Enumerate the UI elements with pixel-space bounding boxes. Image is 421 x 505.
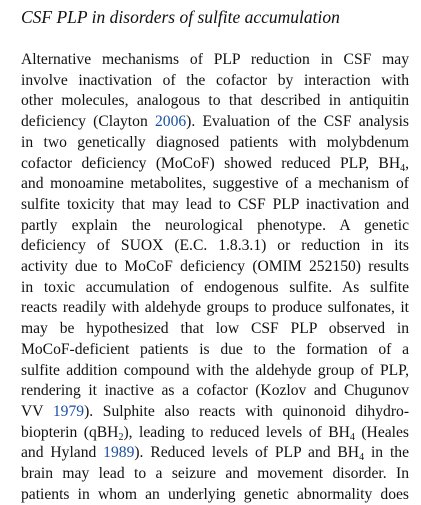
- text-run: sulfite toxicity that may lead to CSF PLP inactivation and: [21, 195, 409, 213]
- text-run: involve inactivation of the cofactor by interaction with: [21, 71, 409, 89]
- text-run: (Heales: [354, 423, 409, 441]
- text-run: reacts readily with aldehyde groups to produce sulfonates, it: [21, 299, 409, 317]
- text-run: in toxic accumulation of endogenous sulfite. As sulfite: [21, 278, 409, 296]
- text-line: [21, 174, 409, 195]
- text-line: [21, 319, 409, 340]
- text-line: [21, 91, 409, 112]
- text-run: other molecules, analogous to that described in antiquitin: [21, 92, 409, 110]
- subscript: 2: [118, 431, 124, 443]
- citation-year-link[interactable]: 2006: [154, 113, 187, 131]
- text-line: [21, 216, 409, 237]
- text-run: MoCoF-deficient patients is due to the formation of a: [21, 340, 409, 358]
- text-run: ). Reduced levels of PLP and BH: [134, 444, 360, 462]
- citation-year-link[interactable]: 1979: [52, 402, 85, 420]
- text-run: brain may lead to a seizure and movement disorder. In: [21, 465, 409, 483]
- text-run: ). Sulphite also reacts with quinonoid dihydro-: [84, 402, 410, 420]
- text-line: [21, 112, 409, 133]
- body-paragraph: [21, 50, 409, 505]
- subscript: 4: [400, 162, 406, 174]
- section-heading: CSF PLP in disorders of sulfite accumulation: [21, 7, 340, 27]
- text-line: [21, 464, 409, 485]
- text-run: VV: [21, 402, 53, 420]
- text-run: deficiency (Clayton: [21, 113, 155, 131]
- text-line: [21, 423, 409, 444]
- text-run: sulfite addition compound with the aldehyde group of PLP,: [21, 361, 409, 379]
- text-line: [21, 402, 409, 423]
- text-line: [21, 298, 409, 319]
- text-run: ), leading to reduced levels of BH: [123, 423, 350, 441]
- text-run: partly explain the neurological phenotype. A genetic: [21, 216, 409, 234]
- text-run: biopterin (qBH: [21, 423, 119, 441]
- text-line: [21, 71, 409, 92]
- text-line: [21, 154, 409, 175]
- text-line: [21, 133, 409, 154]
- text-run: ). Evaluation of the CSF analysis: [186, 113, 409, 131]
- text-line: [21, 361, 409, 382]
- text-run: Alternative mechanisms of PLP reduction in CSF may: [21, 51, 409, 68]
- text-line: [21, 381, 409, 402]
- text-line: [21, 50, 409, 71]
- text-line: [21, 340, 409, 361]
- text-run: and Hyland: [21, 444, 104, 462]
- text-run: deficiency of SUOX (E.C. 1.8.3.1) or reduction in its: [21, 237, 409, 255]
- text-run: ,: [405, 154, 409, 172]
- text-run: rendering it inactive as a cofactor (Kozlov and Chugunov: [21, 382, 409, 400]
- text-run: activity due to MoCoF deficiency (OMIM 252150) results: [21, 258, 409, 276]
- subscript: 4: [359, 452, 365, 464]
- subscript: 4: [349, 431, 355, 443]
- text-run: in the: [364, 444, 410, 462]
- text-run: and monoamine metabolites, suggestive of a mechanism of: [21, 175, 409, 193]
- text-run: cofactor deficiency (MoCoF) showed reduced PLP, BH: [21, 154, 401, 172]
- text-run: in two genetically diagnosed patients with molybdenum: [21, 133, 409, 151]
- text-line: [21, 278, 409, 299]
- text-line: [21, 443, 409, 464]
- text-run: may be hypothesized that low CSF PLP observed in: [21, 320, 409, 338]
- text-line: [21, 236, 409, 257]
- text-line: [21, 195, 409, 216]
- text-line: [21, 257, 409, 278]
- citation-year-link[interactable]: 1989: [103, 444, 135, 462]
- text-run: patients in whom an underlying genetic abnormality does: [21, 485, 409, 503]
